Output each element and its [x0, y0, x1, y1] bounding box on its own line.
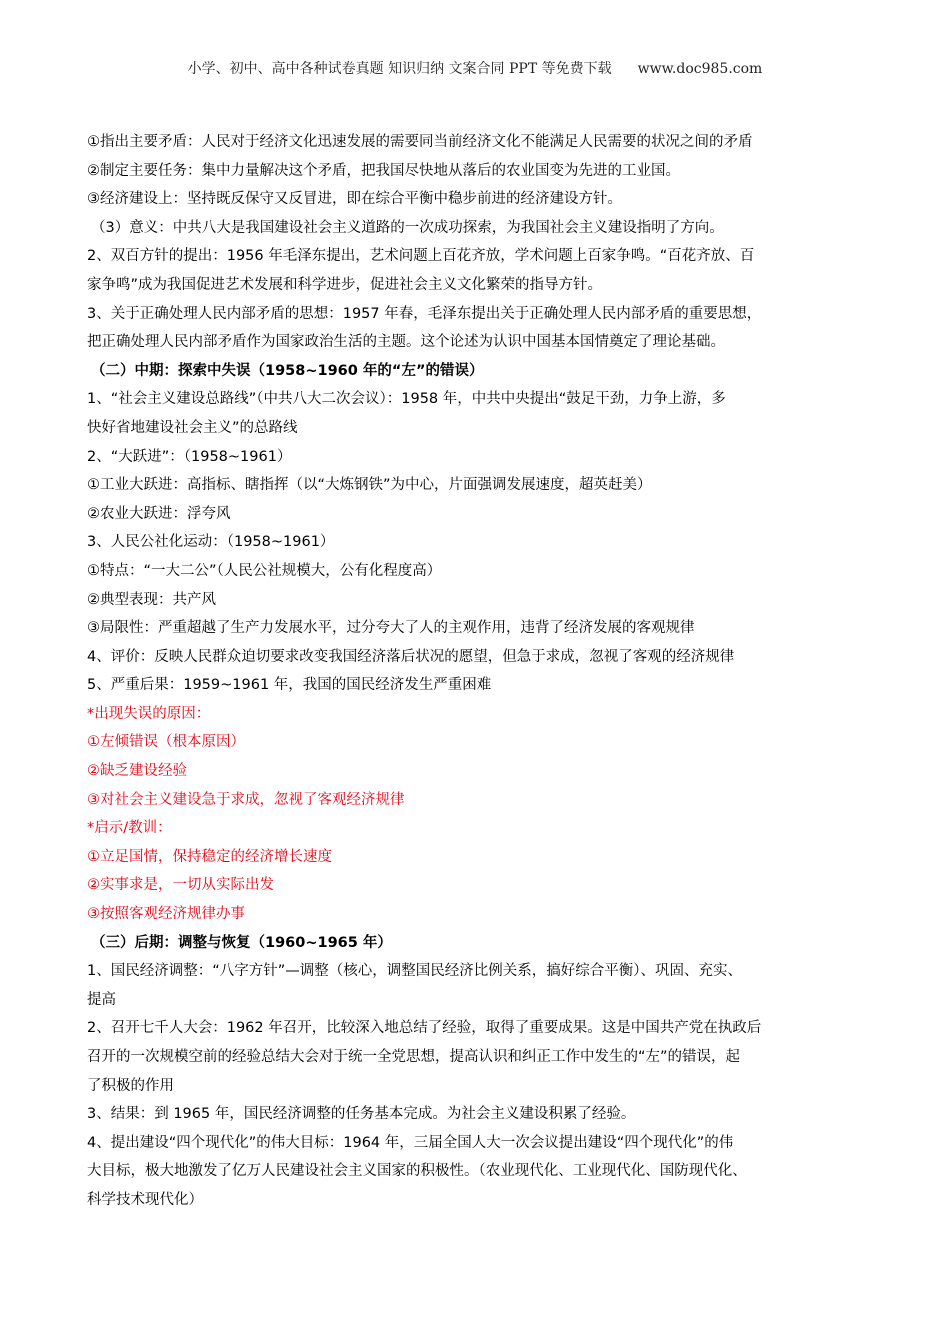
text-line: 快好省地建设社会主义”的总路线: [87, 419, 298, 436]
text-line: 家争鸣”成为我国促进艺术发展和科学进步，促进社会主义文化繁荣的指导方针。: [87, 276, 603, 293]
text-line: 2、双百方针的提出：1956 年毛泽东提出，艺术问题上百花齐放，学术问题上百家争鸣。“百花齐放、百: [87, 248, 755, 265]
header-site-link[interactable]: www.doc985.com: [637, 61, 763, 77]
highlight-line: *启示/教训：: [87, 820, 172, 837]
text-line: 把正确处理人民内部矛盾作为国家政治生活的主题。这个论述为认识中国基本国情奠定了理论基础。: [87, 334, 725, 351]
text-line: 4、评价：反映人民群众迫切要求改变我国经济落后状况的愿望，但急于求成，忽视了客观的经济规律: [87, 648, 735, 665]
text-line: 1、“社会主义建设总路线”（中共八大二次会议）：1958 年，中共中央提出“鼓足干劲，力争上游，多: [87, 391, 726, 408]
text-line: ①工业大跃进：高指标、瞎指挥（以“大炼钢铁”为中心，片面强调发展速度，超英赶美）: [87, 477, 652, 494]
text-line: ②典型表现：共产风: [87, 591, 216, 608]
highlight-line: ①左倾错误（根本原因）: [87, 734, 245, 751]
text-line: 3、人民公社化运动：（1958~1961）: [87, 534, 335, 551]
text-line: 科学技术现代化）: [87, 1191, 203, 1208]
text-line: ②制定主要任务：集中力量解决这个矛盾，把我国尽快地从落后的农业国变为先进的工业国。: [87, 162, 680, 179]
text-line: 大目标，极大地激发了亿万人民建设社会主义国家的积极性。（农业现代化、工业现代化、国防现代化、: [87, 1163, 747, 1180]
section-heading: （二）中期：探索中失误（1958~1960 年的“左”的错误）: [91, 362, 484, 379]
text-line: 2、召开七千人大会：1962 年召开，比较深入地总结了经验，取得了重要成果。这是中国共产党在执政后: [87, 1020, 762, 1037]
text-line: ②农业大跃进：浮夸风: [87, 505, 231, 522]
text-line: 4、提出建设“四个现代化”的伟大目标：1964 年，三届全国人大一次会议提出建设“四个现代化”的伟: [87, 1134, 734, 1151]
highlight-line: ③对社会主义建设急于求成，忽视了客观经济规律: [87, 791, 405, 808]
document-body: [87, 128, 865, 1215]
highlight-line: ②实事求是，一切从实际出发: [87, 877, 274, 894]
page-header: [0, 58, 950, 78]
text-line: 3、关于正确处理人民内部矛盾的思想：1957 年春，毛泽东提出关于正确处理人民内部矛盾的重要思想，: [87, 305, 762, 322]
highlight-line: ③按照客观经济规律办事: [87, 906, 245, 923]
highlight-line: *出现失误的原因：: [87, 705, 211, 722]
text-line: 1、国民经济调整：“八字方针”—调整（核心，调整国民经济比例关系，搞好综合平衡）、巩固、充实、: [87, 963, 742, 980]
header-text: 小学、初中、高中各种试卷真题 知识归纳 文案合同 PPT 等免费下载: [187, 61, 612, 77]
text-line: ①特点：“一大二公”（人民公社规模大，公有化程度高）: [87, 562, 442, 579]
text-line: 5、严重后果：1959~1961 年，我国的国民经济发生严重困难: [87, 677, 492, 694]
text-line: ③局限性：严重超越了生产力发展水平，过分夸大了人的主观作用，违背了经济发展的客观规律: [87, 620, 695, 637]
text-line: 3、结果：到 1965 年，国民经济调整的任务基本完成。为社会主义建设积累了经验。: [87, 1106, 636, 1123]
text-line: 召开的一次规模空前的经验总结大会对于统一全党思想，提高认识和纠正工作中发生的“左”的错误，起: [87, 1049, 741, 1065]
section-heading: （三）后期：调整与恢复（1960~1965 年）: [91, 934, 392, 951]
text-line: （3）意义：中共八大是我国建设社会主义道路的一次成功探索，为我国社会主义建设指明了方向。: [91, 219, 724, 236]
highlight-line: ①立足国情，保持稳定的经济增长速度: [87, 848, 332, 865]
text-line: ①指出主要矛盾：人民对于经济文化迅速发展的需要同当前经济文化不能满足人民需要的状况之间的矛盾: [87, 134, 753, 150]
text-line: ③经济建设上：坚持既反保守又反冒进，即在综合平衡中稳步前进的经济建设方针。: [87, 191, 622, 208]
text-line: 了积极的作用: [87, 1077, 174, 1094]
highlight-line: ②缺乏建设经验: [87, 763, 187, 780]
text-line: 2、“大跃进”：（1958~1961）: [87, 448, 292, 465]
text-line: 提高: [87, 991, 116, 1008]
